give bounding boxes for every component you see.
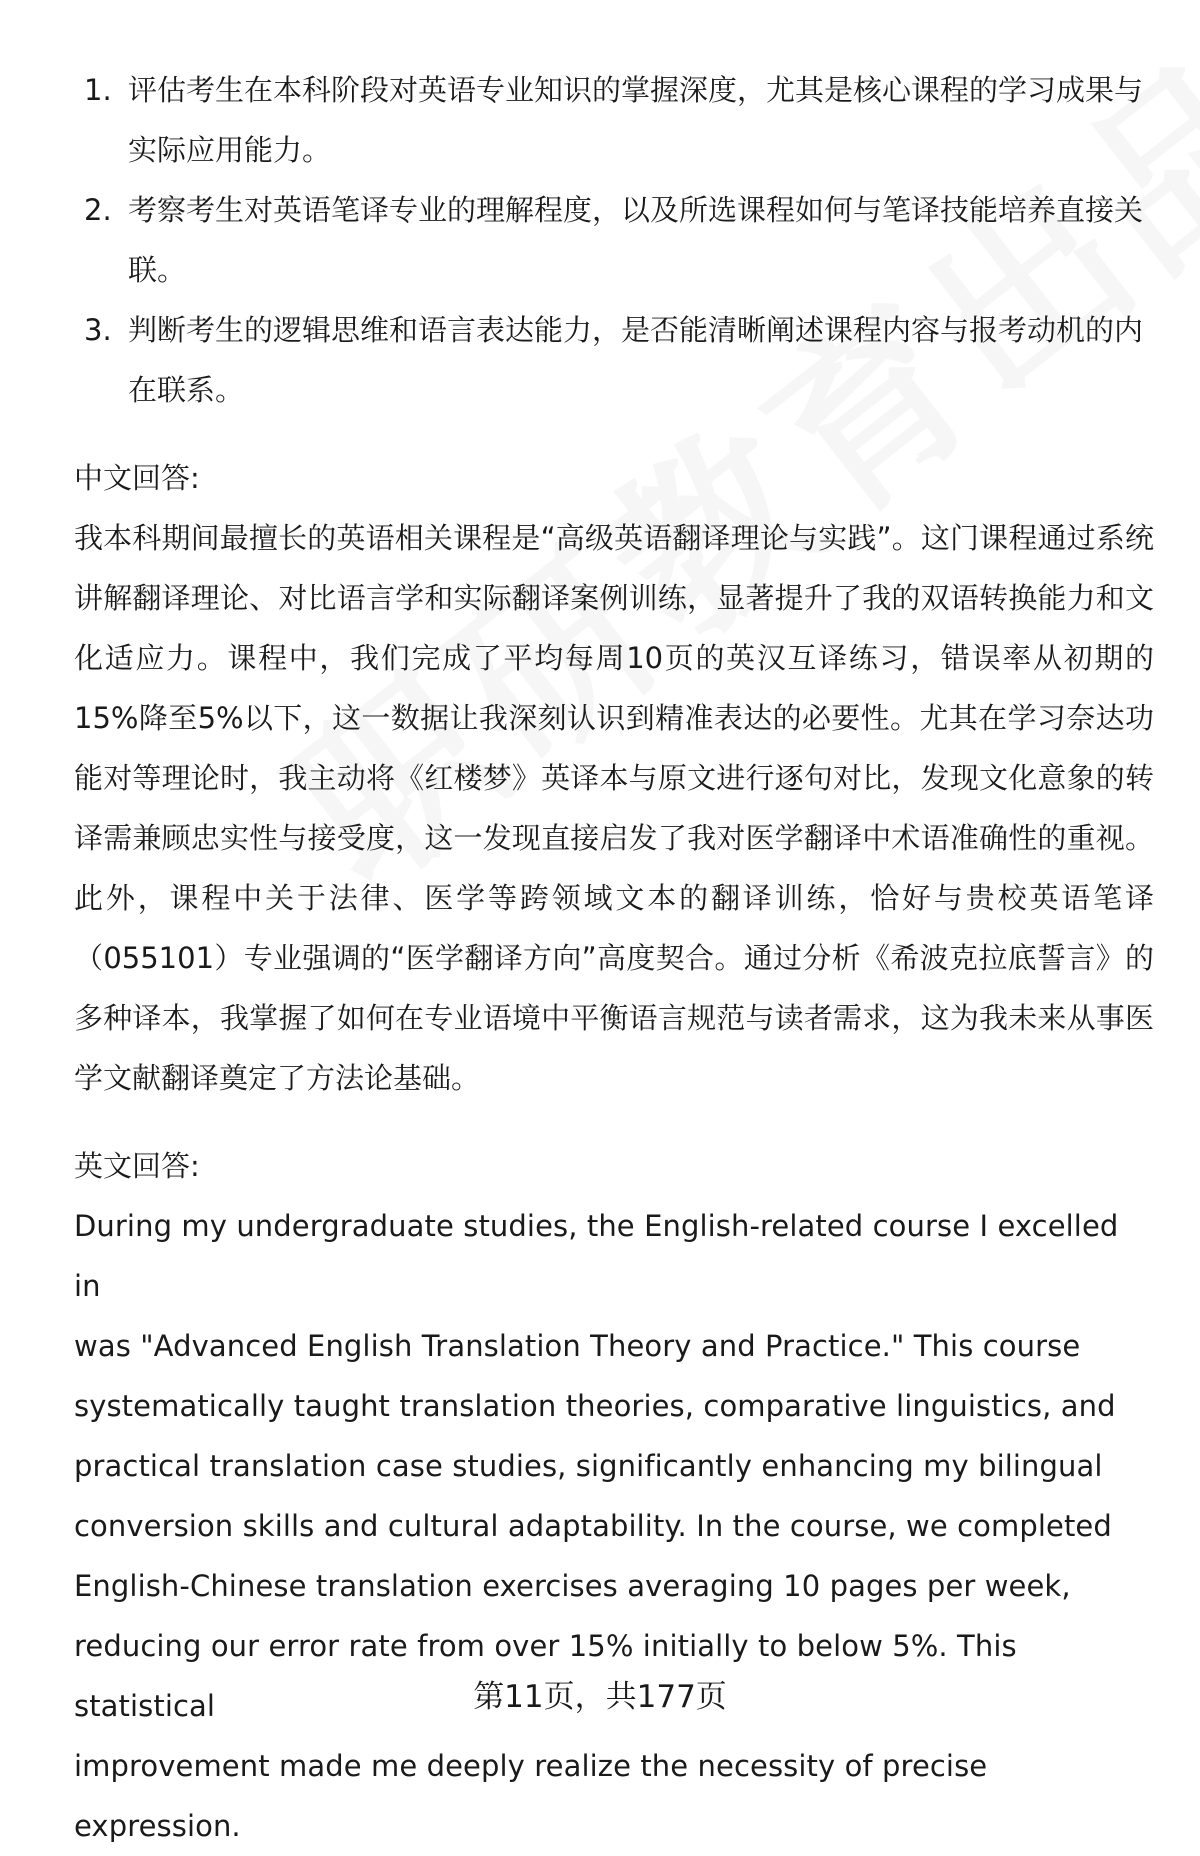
list-item [74, 300, 1154, 420]
english-answer-line: practical translation case studies, significantly enhancing my bilingual [74, 1449, 1103, 1483]
list-item [74, 60, 1154, 180]
list-item-number: 1. [84, 73, 112, 107]
english-answer-line: was "Advanced English Translation Theory and Practice." This course [74, 1329, 1081, 1363]
page-content [74, 60, 1154, 1856]
english-answer-paragraph [74, 1196, 1154, 1856]
english-answer-line: improvement made me deeply realize the necessity of precise expression. [74, 1749, 988, 1843]
list-item [74, 180, 1154, 300]
chinese-answer-paragraph: 我本科期间最擅长的英语相关课程是“高级英语翻译理论与实践”。这门课程通过系统讲解翻译理论、对比语言学和实际翻译案例训练，显著提升了我的双语转换能力和文化适应力。课程中，我们完成了平均每周10页的英汉互译练习，错误率从初期的15%降至5%以下，这一数据让我深刻认识到精准表达的必要性。尤其在学习奈达功能对等理论时，我主动将《红楼梦》英译本与原文进行逐句对比，发现文化意象的转译需兼顾忠实性与接受度，这一发现直接启发了我对医学翻译中术语准确性的重视。此外，课程中关于法律、医学等跨领域文本的翻译训练，恰好与贵校英语笔译（055101）专业强调的“医学翻译方向”高度契合。通过分析《希波克拉底誓言》的多种译本，我掌握了如何在专业语境中平衡语言规范与读者需求，这为我未来从事医学文献翻译奠定了方法论基础。 [74, 521, 1154, 1095]
page-number-footer: 第11页，共177页 [473, 1679, 727, 1715]
list-item-number: 2. [84, 193, 112, 227]
chinese-answer-label: 中文回答: [74, 461, 200, 495]
english-answer-line: systematically taught translation theories, comparative linguistics, and [74, 1389, 1116, 1423]
english-answer-line: English-Chinese translation exercises averaging 10 pages per week, [74, 1569, 1071, 1603]
english-answer-label: 英文回答: [74, 1149, 200, 1183]
list-item-number: 3. [84, 313, 112, 347]
english-answer-line: reducing our error rate from over 15% initially to below 5%. This statistical [74, 1629, 1017, 1723]
english-answer-line: During my undergraduate studies, the English-related course I excelled in [74, 1209, 1119, 1303]
list-item-text: 考察考生对英语笔译专业的理解程度，以及所选课程如何与笔译技能培养直接关联。 [128, 193, 1144, 287]
assessment-goals-list [74, 60, 1154, 420]
list-item-text: 评估考生在本科阶段对英语专业知识的掌握深度，尤其是核心课程的学习成果与实际应用能力。 [128, 73, 1144, 167]
english-answer-line: conversion skills and cultural adaptability. In the course, we completed [74, 1509, 1112, 1543]
list-item-text: 判断考生的逻辑思维和语言表达能力，是否能清晰阐述课程内容与报考动机的内在联系。 [128, 313, 1144, 407]
